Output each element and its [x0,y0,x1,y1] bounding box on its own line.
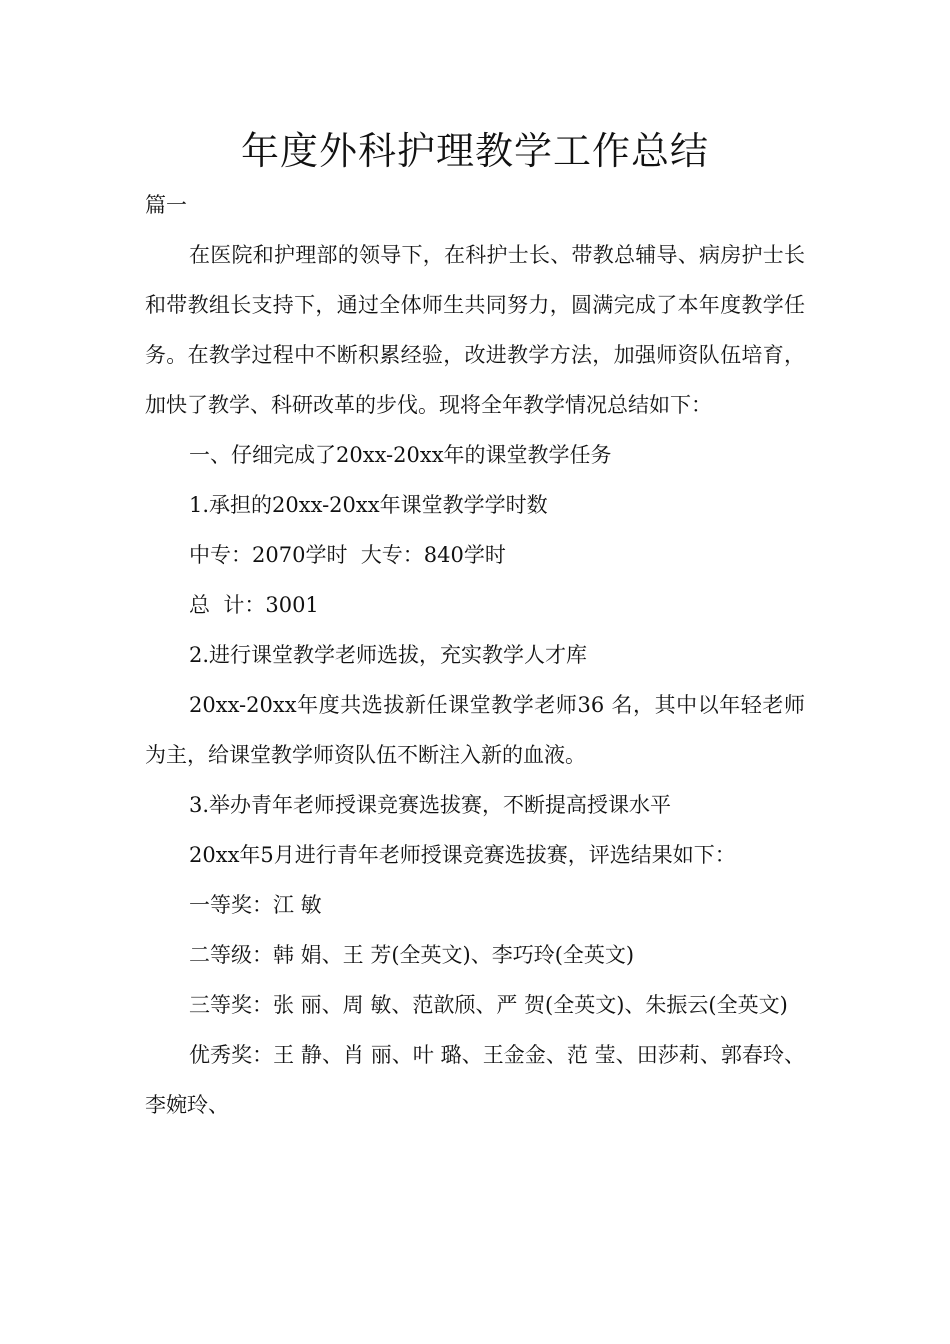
hours-total: 总 计：3001 [189,593,319,617]
document-title: 年度外科护理教学工作总结 [240,129,709,173]
subheading-competition: 3.举办青年老师授课竞赛选拔赛，不断提高授课水平 [189,793,672,817]
paragraph-competition: 20xx年5月进行青年老师授课竞赛选拔赛，评选结果如下： [189,843,736,867]
hours-breakdown: 中专：2070学时 大专：840学时 [189,543,506,567]
paragraph-selection: 20xx-20xx年度共选拔新任课堂教学老师36 名，其中以年轻老师为主，给课堂教学师资队伍不断注入新的血液。 [145,693,805,767]
paragraph-intro: 在医院和护理部的领导下，在科护士长、带教总辅导、病房护士长和带教组长支持下，通过全体师生共同努力，圆满完成了本年度教学任务。在教学过程中不断积累经验，改进教学方法，加强师资队伍培育，加快了教学、科研改革的步伐。现将全年教学情况总结如下： [145,243,805,417]
subheading-hours: 1.承担的20xx-20xx年课堂教学学时数 [189,493,548,517]
award-third: 三等奖：张 丽、周 敏、范歆颀、严 贺(全英文)、朱振云(全英文) [189,993,788,1017]
subheading-selection: 2.进行课堂教学老师选拔，充实教学人才库 [189,643,588,667]
heading-section-one: 一、仔细完成了20xx-20xx年的课堂教学任务 [189,443,612,467]
document-body [145,180,805,1130]
award-second: 二等级：韩 娟、王 芳(全英文)、李巧玲(全英文) [189,943,635,967]
award-excellent: 优秀奖：王 静、肖 丽、叶 璐、王金金、范 莹、田莎莉、郭春玲、李婉玲、 [145,1043,805,1117]
award-first: 一等奖：江 敏 [189,893,322,917]
section-label: 篇一 [145,193,187,217]
